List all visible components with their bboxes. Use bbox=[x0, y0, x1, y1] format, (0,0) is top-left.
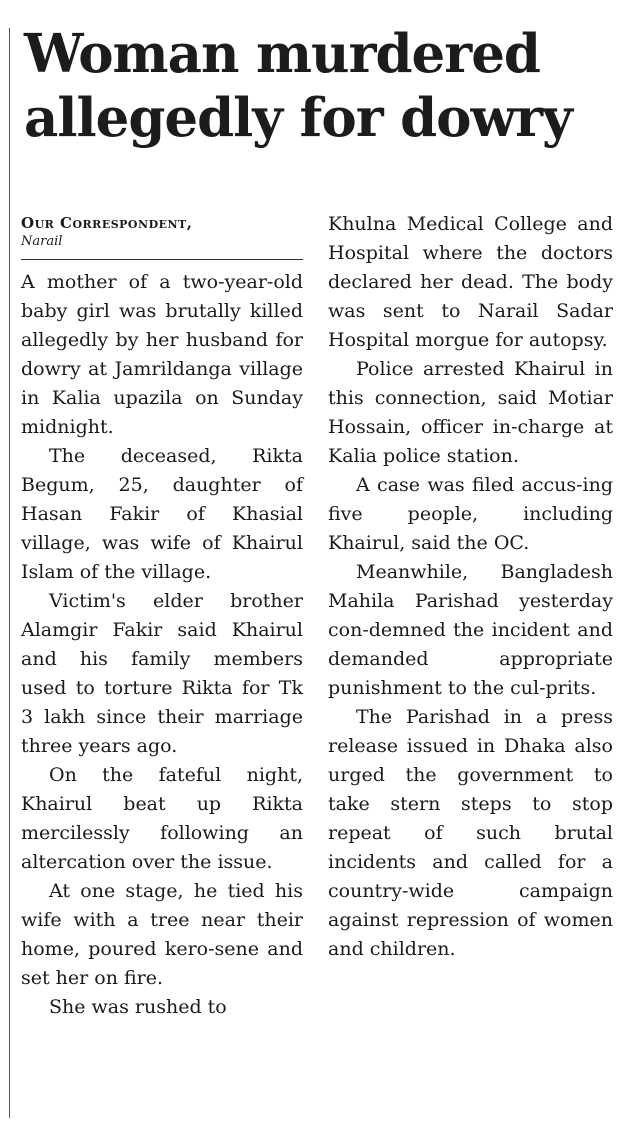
paragraph: She was rushed to bbox=[49, 996, 227, 1018]
paragraph: The Parishad in a press release issued in Dhaka also urged the government to take stern steps to stop repeat of such brutal incidents and called for a country-wide campaign against repression of women and children. bbox=[328, 706, 613, 960]
byline-text: Our Correspondent, bbox=[21, 214, 193, 232]
paragraph: A case was filed accus-ing five people, including Khairul, said the OC. bbox=[328, 474, 613, 554]
paragraph: Victim's elder brother Alamgir Fakir said Khairul and his family members used to torture Rikta for Tk 3 lakh since their marriage three years ago. bbox=[21, 590, 303, 757]
byline-divider bbox=[21, 259, 303, 260]
paragraph: A mother of a two-year-old baby girl was brutally killed allegedly by her husband for dowry at Jamrildanga village in Kalia upazila on Sunday midnight. bbox=[21, 271, 303, 438]
paragraph: Police arrested Khairul in this connection, said Motiar Hossain, officer in-charge at Kalia police station. bbox=[328, 358, 613, 467]
dateline: Narail bbox=[21, 234, 63, 249]
paragraph: The deceased, Rikta Begum, 25, daughter of Hasan Fakir of Khasial village, was wife of Khairul Islam of the village. bbox=[21, 445, 303, 583]
paragraph: At one stage, he tied his wife with a tree near their home, poured kero-sene and set her on fire. bbox=[21, 880, 303, 989]
paragraph: Khulna Medical College and Hospital where the doctors declared her dead. The body was sent to Narail Sadar Hospital morgue for autopsy. bbox=[328, 213, 613, 351]
column-rule bbox=[9, 28, 10, 1118]
paragraph: On the fateful night, Khairul beat up Rikta mercilessly following an altercation over the issue. bbox=[21, 764, 303, 873]
article-column-right bbox=[328, 210, 613, 964]
paragraph: Meanwhile, Bangladesh Mahila Parishad yesterday con-demned the incident and demanded appropriate punishment to the cul-prits. bbox=[328, 561, 613, 699]
article-column-left bbox=[21, 210, 303, 1022]
headline: Woman murdered allegedly for dowry bbox=[24, 23, 572, 149]
byline bbox=[21, 212, 303, 234]
